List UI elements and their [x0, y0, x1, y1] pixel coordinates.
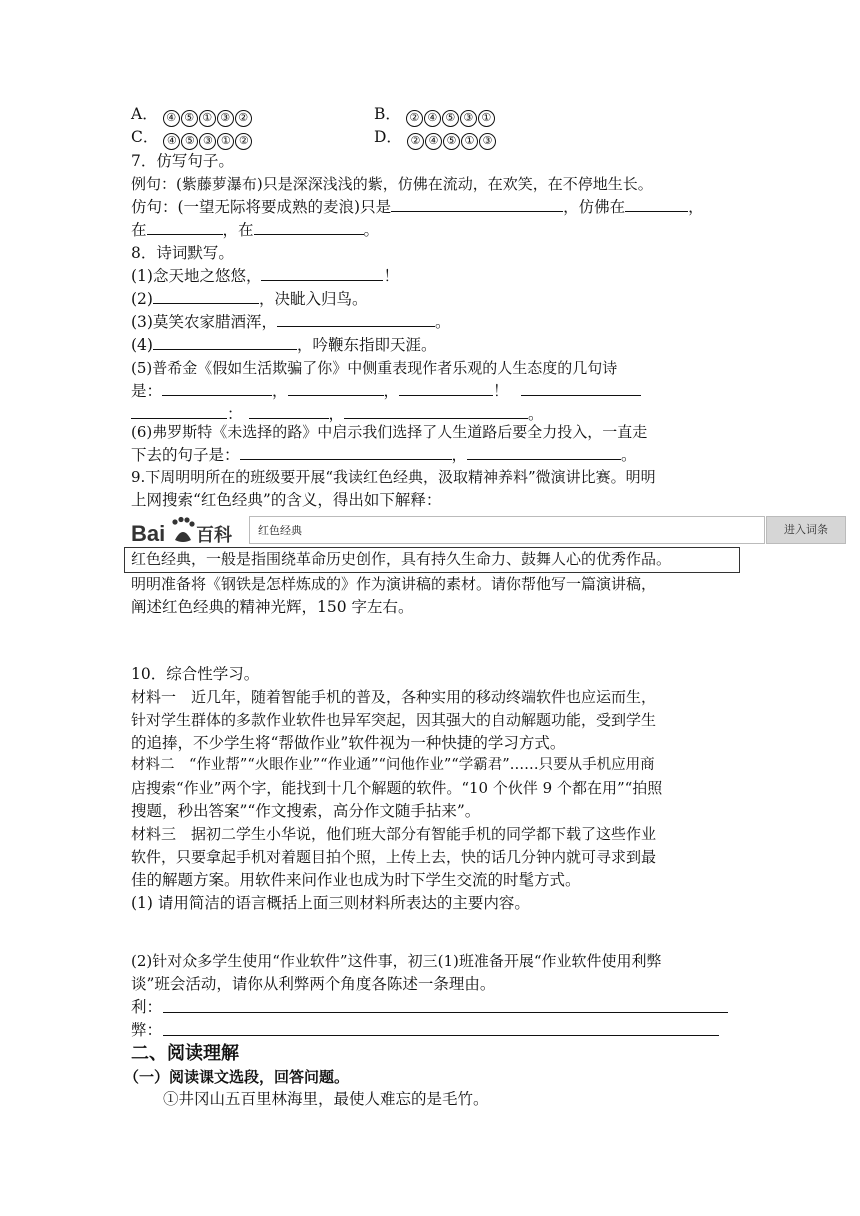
answer-blank[interactable] [162, 381, 272, 396]
answer-blank[interactable] [153, 289, 259, 304]
text: 在 [131, 221, 147, 239]
answer-blank[interactable] [399, 381, 493, 396]
q9-line3: 明明准备将《钢铁是怎样炼成的》作为演讲稿的素材。请你帮他写一篇演讲稿， [131, 575, 657, 593]
q8-line5: (5)普希金《假如生活欺骗了你》中侧重表现作者乐观的人生态度的几句诗 [131, 359, 618, 377]
answer-blank[interactable] [131, 404, 227, 419]
section-subheading: （一）阅读课文选段，回答问题。 [124, 1068, 350, 1086]
answer-blank[interactable] [153, 335, 297, 350]
circled-number: ③ [217, 110, 234, 127]
text: (1)念天地之悠悠， [131, 267, 262, 285]
q9-line1: 9.下周明明所在的班级要开展“我读红色经典，汲取精神养料”微演讲比赛。明明 [131, 468, 656, 486]
option-letter: C． [131, 128, 159, 146]
q8-line6: (6)弗罗斯特《未选择的路》中启示我们选择了人生道路后要全力投入，一直走 [131, 423, 648, 441]
q9-line2: 上网搜索“红色经典”的含义，得出如下解释： [131, 491, 442, 509]
text: ！ [493, 382, 509, 400]
q8-line4 [131, 334, 436, 356]
section-heading: 二、阅读理解 [131, 1043, 239, 1064]
label-bi: 弊： [131, 1021, 163, 1039]
q10-part2-1: (2)针对众多学生使用“作业软件”这件事，初三(1)班准备开展“作业软件使用利弊 [131, 952, 662, 970]
text: ： [227, 405, 243, 423]
q8-line3 [131, 311, 450, 333]
circled-number: ④ [424, 110, 441, 127]
answer-blank[interactable] [344, 404, 528, 419]
circled-number: ② [406, 110, 423, 127]
answer-blank[interactable] [391, 197, 563, 212]
q8-title: 8．诗词默写。 [131, 244, 234, 262]
q7-title: 7．仿写句子。 [131, 152, 234, 170]
text: 。 [434, 313, 451, 331]
text: 仿句：(一望无际将要成熟的麦浪)只是 [131, 198, 392, 216]
q10-m1-3: 的追捧，不少学生将“帮做作业”软件视为一种快捷的学习方式。 [131, 734, 566, 752]
text: ， [451, 446, 468, 464]
svg-text:百科: 百科 [196, 525, 232, 546]
circled-number: ② [235, 110, 252, 127]
passage-first-line: ①井冈山五百里林海里，最使人难忘的是毛竹。 [163, 1090, 489, 1108]
label-li: 利： [131, 998, 163, 1016]
search-input[interactable]: 红色经典 [249, 516, 765, 544]
q8-line6-answers [131, 444, 637, 466]
enter-entry-button[interactable]: 进入词条 [766, 516, 846, 544]
circled-number: ④ [163, 110, 180, 127]
option-b [374, 103, 496, 127]
text: ，吟鞭东指即天涯。 [296, 336, 437, 354]
text: 是： [131, 382, 163, 400]
answer-blank[interactable] [521, 381, 641, 396]
q10-m2-2: 店搜索“作业”两个字，能找到十几个解题的软件。“10 个伙伴 9 个都在用”“拍照 [131, 779, 663, 797]
circled-number: ③ [199, 133, 216, 150]
answer-blank[interactable] [254, 220, 364, 235]
circled-number: ① [461, 133, 478, 150]
answer-blank[interactable] [240, 445, 452, 460]
text: 。 [363, 221, 380, 239]
option-d [374, 126, 497, 150]
circled-number: ① [217, 133, 234, 150]
option-a [131, 103, 253, 127]
option-c [131, 126, 253, 150]
text: 。 [528, 405, 544, 423]
text: (2) [131, 290, 153, 308]
circled-number: ③ [479, 133, 496, 150]
circled-number: ④ [425, 133, 442, 150]
text: ，仿佛在 [563, 198, 626, 216]
q8-line1 [131, 265, 399, 287]
q10-m2-3: 搜题，秒出答案”“作文搜索，高分作文随手拈来”。 [131, 802, 481, 820]
circled-number: ④ [163, 133, 180, 150]
baidu-paw-icon [131, 516, 243, 548]
answer-blank[interactable] [467, 445, 621, 460]
q7-imitate-line2 [131, 219, 379, 241]
circled-number: ⑤ [442, 110, 459, 127]
circled-number: ② [407, 133, 424, 150]
answer-blank[interactable] [277, 312, 435, 327]
q8-line2 [131, 288, 367, 310]
text: ， [383, 382, 400, 400]
circled-number: ⑤ [443, 133, 460, 150]
q8-line5-answers [131, 380, 641, 402]
option-letter: A． [131, 105, 158, 123]
answer-blank[interactable] [249, 404, 329, 419]
q7-imitate-line1 [131, 196, 704, 218]
text: ，在 [222, 221, 254, 239]
answer-line-li[interactable] [163, 1012, 728, 1013]
answer-blank[interactable] [288, 381, 384, 396]
q10-part2-2: 谈”班会活动，请你从利弊两个角度各陈述一条理由。 [131, 975, 496, 993]
option-letter: D． [374, 128, 402, 146]
text: 下去的句子是： [131, 446, 240, 464]
text: ， [328, 405, 345, 423]
text: ！ [383, 267, 399, 285]
circled-number: ① [478, 110, 495, 127]
circled-number: ⑤ [181, 133, 198, 150]
q10-m2-1: 材料二 “作业帮”“火眼作业”“作业通”“问他作业”“学霸君”……只要从手机应用商 [131, 757, 655, 773]
definition-text: 红色经典，一般是指围绕革命历史创作，具有持久生命力、鼓舞人心的优秀作品。 [131, 550, 672, 568]
q9-line4: 阐述红色经典的精神光辉，150 字左右。 [131, 598, 414, 616]
q10-title: 10．综合性学习。 [131, 665, 260, 683]
text: (4) [131, 336, 153, 354]
text: (3)莫笑农家腊酒浑， [131, 313, 277, 331]
q7-example: 例句：(紫藤萝瀑布)只是深深浅浅的紫，仿佛在流动，在欢笑，在不停地生长。 [131, 175, 653, 193]
option-letter: B． [374, 105, 401, 123]
answer-blank[interactable] [261, 266, 383, 281]
circled-number: ① [199, 110, 216, 127]
text: 。 [621, 446, 637, 464]
circled-number: ⑤ [181, 110, 198, 127]
q10-m1-1: 材料一 近几年，随着智能手机的普及，各种实用的移动终端软件也应运而生， [131, 688, 657, 706]
answer-blank[interactable] [625, 197, 688, 212]
q10-m3-2: 软件，只要拿起手机对着题目拍个照，上传上去，快的话几分钟内就可寻求到最 [131, 848, 657, 866]
text: ，决眦入归鸟。 [258, 290, 368, 308]
baidu-search-bar [131, 514, 828, 548]
answer-blank[interactable] [147, 220, 223, 235]
circled-number: ③ [460, 110, 477, 127]
circled-number: ② [235, 133, 252, 150]
q10-m3-1: 材料三 据初二学生小华说，他们班大部分有智能手机的同学都下载了这些作业 [131, 825, 657, 843]
q10-part1: (1) 请用简洁的语言概括上面三则材料所表达的主要内容。 [131, 894, 530, 912]
text: ， [688, 198, 704, 216]
q10-m1-2: 针对学生群体的多款作业软件也异军突起，因其强大的自动解题功能，受到学生 [131, 711, 657, 729]
q10-m3-3: 佳的解题方案。用软件来问作业也成为时下学生交流的时髦方式。 [131, 871, 581, 889]
answer-line-bi[interactable] [163, 1035, 719, 1036]
text: ， [272, 382, 288, 400]
svg-text:Bai: Bai [131, 521, 166, 546]
